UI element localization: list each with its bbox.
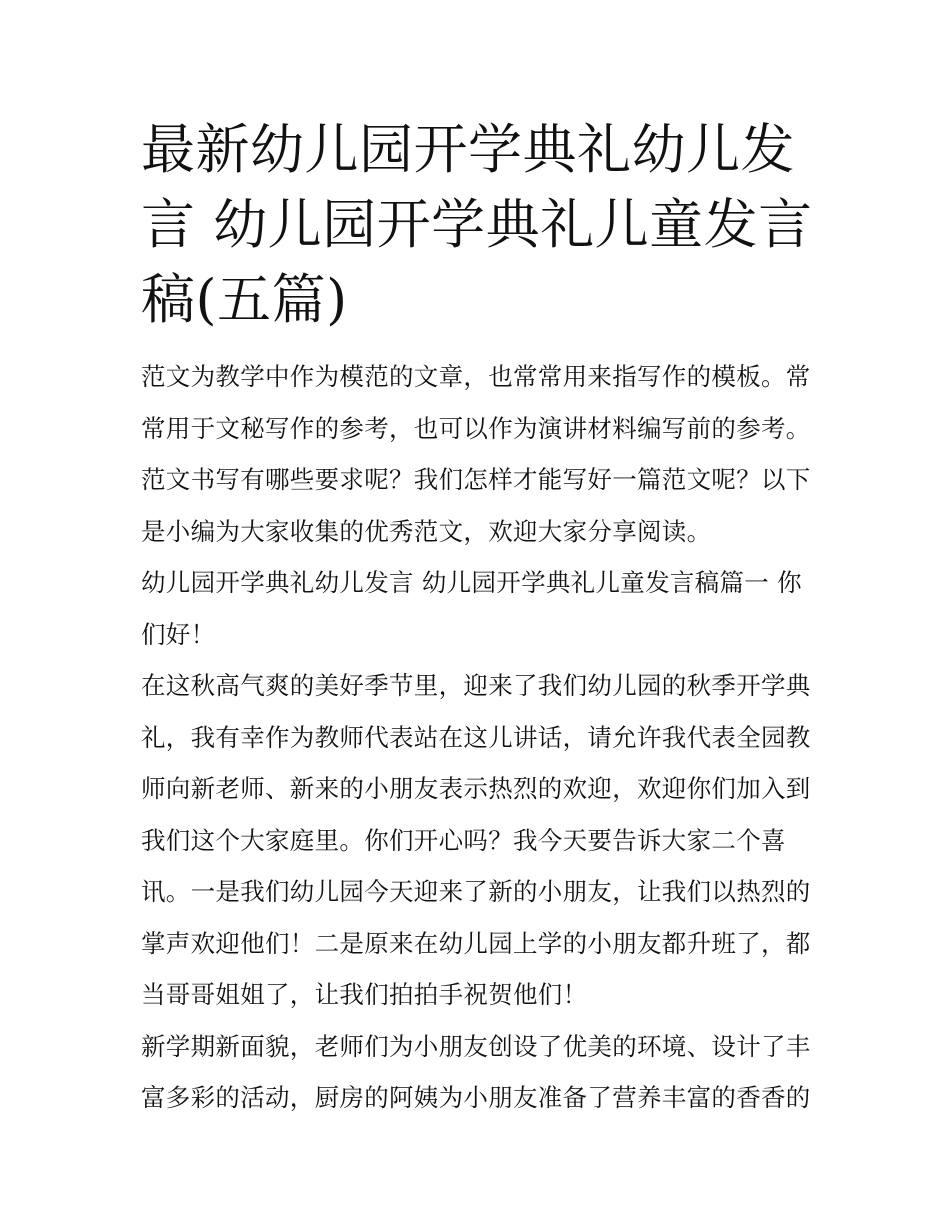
- document-page: [141, 112, 813, 1124]
- paragraph-speech: 在这秋高气爽的美好季节里，迎来了我们幼儿园的秋季开学典礼，我有幸作为教师代表站在这儿讲话，请允许我代表全园教师向新老师、新来的小朋友表示热烈的欢迎，欢迎你们加入到我们这个大家庭里。你们开心吗？我今天要告诉大家二个喜讯。一是我们幼儿园今天迎来了新的小朋友，让我们以热烈的掌声欢迎他们！二是原来在幼儿园上学的小朋友都升班了，都当哥哥姐姐了，让我们拍拍手祝贺他们！: [141, 671, 811, 1009]
- document-title: 最新幼儿园开学典礼幼儿发言 幼儿园开学典礼儿童发言稿(五篇): [141, 118, 813, 331]
- paragraph-intro: 范文为教学中作为模范的文章，也常常用来指写作的模板。常常用于文秘写作的参考，也可以作为演讲材料编写前的参考。范文书写有哪些要求呢？我们怎样才能写好一篇范文呢？以下是小编为大家收集的优秀范文，欢迎大家分享阅读。: [141, 362, 811, 546]
- document-body: [141, 351, 813, 1124]
- paragraph-greeting: 幼儿园开学典礼幼儿发言 幼儿园开学典礼儿童发言稿篇一 你们好！: [141, 568, 802, 649]
- paragraph-new-term: 新学期新面貌，老师们为小朋友创设了优美的环境、设计了丰富多彩的活动，厨房的阿姨为小朋友准备了营养丰富的香香的: [141, 1031, 811, 1112]
